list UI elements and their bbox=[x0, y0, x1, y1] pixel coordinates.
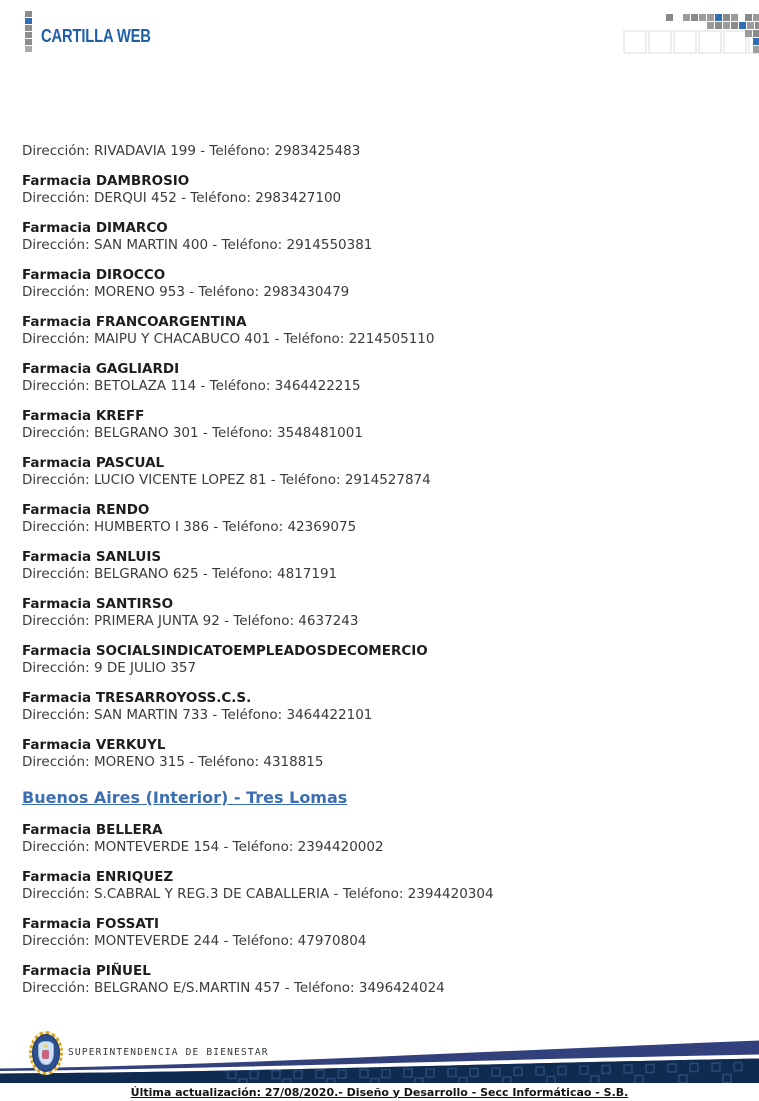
pharmacy-entry bbox=[22, 596, 737, 631]
pharmacy-name: Farmacia TRESARROYOSS.C.S. bbox=[22, 689, 252, 706]
pharmacy-entry bbox=[22, 963, 737, 998]
page-footer bbox=[0, 1030, 759, 1101]
pharmacy-name: Farmacia RENDO bbox=[22, 501, 150, 518]
pharmacy-details: Dirección: MONTEVERDE 244 - Teléfono: 47970804 bbox=[22, 933, 367, 949]
pharmacy-details: Dirección: DERQUI 452 - Teléfono: 2983427100 bbox=[22, 190, 342, 206]
pharmacy-name: Farmacia FRANCOARGENTINA bbox=[22, 313, 247, 330]
pharmacy-details: Dirección: SAN MARTIN 733 - Teléfono: 3464422101 bbox=[22, 707, 373, 723]
pharmacy-entry bbox=[22, 549, 737, 584]
section-heading-link[interactable]: Buenos Aires (Interior) - Tres Lomas bbox=[22, 787, 348, 807]
pharmacy-name: Farmacia DIMARCO bbox=[22, 219, 168, 236]
pharmacy-entry bbox=[22, 916, 737, 951]
pharmacy-details: Dirección: BELGRANO E/S.MARTIN 457 - Teléfono: 3496424024 bbox=[22, 980, 445, 996]
pharmacy-name: Farmacia VERKUYL bbox=[22, 736, 166, 753]
page-header bbox=[0, 0, 759, 60]
pharmacy-name: Farmacia GAGLIARDI bbox=[22, 360, 180, 377]
pharmacy-name: Farmacia SANLUIS bbox=[22, 548, 162, 565]
pharmacy-entry bbox=[22, 737, 737, 772]
pharmacy-details: Dirección: BELGRANO 625 - Teléfono: 4817191 bbox=[22, 566, 338, 582]
pharmacy-details: Dirección: S.CABRAL Y REG.3 DE CABALLERIA - Teléfono: 2394420304 bbox=[22, 886, 494, 902]
pharmacy-details: Dirección: MONTEVERDE 154 - Teléfono: 2394420002 bbox=[22, 839, 384, 855]
pharmacy-details: Dirección: MORENO 953 - Teléfono: 2983430479 bbox=[22, 284, 350, 300]
pharmacy-name: Farmacia DAMBROSIO bbox=[22, 172, 190, 189]
pharmacy-details: Dirección: MORENO 315 - Teléfono: 4318815 bbox=[22, 754, 324, 770]
pharmacy-name: Farmacia PIÑUEL bbox=[22, 962, 151, 979]
pharmacy-details: Dirección: BETOLAZA 114 - Teléfono: 3464422215 bbox=[22, 378, 361, 394]
pharmacy-name: Farmacia FOSSATI bbox=[22, 915, 159, 932]
logo-squares-icon bbox=[25, 11, 32, 52]
pharmacy-entry bbox=[22, 408, 737, 443]
organization-name: SUPERINTENDENCIA DE BIENESTAR bbox=[68, 1047, 269, 1058]
pharmacy-details: Dirección: PRIMERA JUNTA 92 - Teléfono: 4637243 bbox=[22, 613, 359, 629]
pharmacy-details: Dirección: BELGRANO 301 - Teléfono: 3548481001 bbox=[22, 425, 363, 441]
pharmacy-name: Farmacia DIROCCO bbox=[22, 266, 166, 283]
pharmacy-entry bbox=[22, 869, 737, 904]
pharmacy-entry bbox=[22, 455, 737, 490]
pharmacy-details: Dirección: SAN MARTIN 400 - Teléfono: 2914550381 bbox=[22, 237, 373, 253]
pharmacy-details: Dirección: MAIPU Y CHACABUCO 401 - Teléfono: 2214505110 bbox=[22, 331, 435, 347]
pharmacy-name: Farmacia ENRIQUEZ bbox=[22, 868, 174, 885]
last-updated-caption: Última actualización: 27/08/2020.- Diseño y Desarrollo - Secc Informáticao - S.B. bbox=[130, 1085, 629, 1099]
pharmacy-name: Farmacia PASCUAL bbox=[22, 454, 165, 471]
caption-bar bbox=[0, 1083, 759, 1101]
pharmacy-entry bbox=[22, 173, 737, 208]
pharmacy-details: Dirección: RIVADAVIA 199 - Teléfono: 2983425483 bbox=[22, 143, 361, 159]
pharmacy-entry bbox=[22, 690, 737, 725]
pharmacy-entry bbox=[22, 267, 737, 302]
pharmacy-entry bbox=[22, 643, 737, 678]
pharmacy-directory bbox=[0, 60, 759, 998]
pharmacy-entry bbox=[22, 502, 737, 537]
page-title: CARTILLA WEB bbox=[41, 26, 151, 46]
pharmacy-name: Farmacia SOCIALSINDICATOEMPLEADOSDECOMERCIO bbox=[22, 642, 428, 659]
pharmacy-name: Farmacia KREFF bbox=[22, 407, 145, 424]
mosaic-decoration-icon bbox=[619, 0, 759, 60]
pharmacy-details: Dirección: HUMBERTO I 386 - Teléfono: 42369075 bbox=[22, 519, 357, 535]
pharmacy-list bbox=[22, 173, 737, 772]
superintendencia-emblem-icon bbox=[29, 1031, 63, 1075]
pharmacy-details: Dirección: 9 DE JULIO 357 bbox=[22, 660, 197, 676]
pharmacy-list-tres-lomas bbox=[22, 822, 737, 998]
pharmacy-details: Dirección: LUCIO VICENTE LOPEZ 81 - Teléfono: 2914527874 bbox=[22, 472, 431, 488]
pharmacy-name: Farmacia SANTIRSO bbox=[22, 595, 174, 612]
pharmacy-name: Farmacia BELLERA bbox=[22, 821, 163, 838]
pharmacy-entry bbox=[22, 220, 737, 255]
pharmacy-entry bbox=[22, 361, 737, 396]
pharmacy-entry bbox=[22, 314, 737, 349]
pharmacy-entry bbox=[22, 822, 737, 857]
